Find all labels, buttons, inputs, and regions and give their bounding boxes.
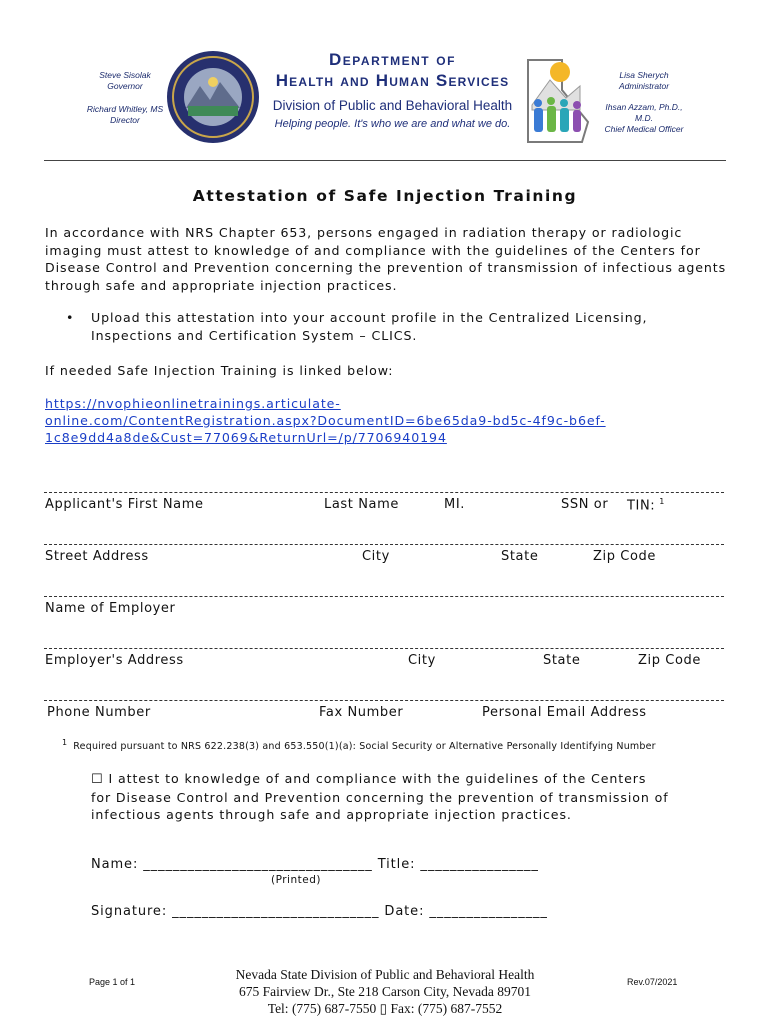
footnote (62, 738, 656, 752)
department-header (270, 50, 515, 130)
title-field[interactable]: ________________ (420, 857, 539, 872)
page-title: Attestation of Safe Injection Training (192, 187, 578, 205)
date-field[interactable]: ________________ (429, 904, 548, 919)
printed-label: (Printed) (271, 874, 321, 886)
employer-address-label: Employer's Address (45, 653, 184, 668)
date-label: Date: (384, 904, 425, 919)
administrator-block (596, 70, 692, 135)
mi-label: MI. (444, 497, 465, 512)
governor-title: Governor (107, 81, 143, 91)
title-label: Title: (377, 857, 416, 872)
city-label: City (362, 549, 390, 564)
bullet-marker: • (66, 310, 75, 325)
email-label: Personal Email Address (482, 705, 647, 720)
link-line-2: online.com/ContentRegistration.aspx?DocumentID=6be65da9-bd5c-4f9c-b6ef- (45, 413, 606, 428)
attestation-block (91, 770, 671, 824)
footer-phone: Tel: (775) 687-7550 ▯ Fax: (775) 687-7552 (267, 1001, 503, 1016)
employer-name-line[interactable] (44, 596, 724, 597)
signature-label: Signature: (91, 904, 168, 919)
governor-name: Steve Sisolak (99, 70, 151, 80)
contact-line[interactable] (44, 700, 724, 701)
street-address-line[interactable] (44, 544, 724, 545)
header-divider (44, 160, 726, 161)
ssn-label: SSN or (561, 497, 609, 512)
division-name: Division of Public and Behavioral Health (272, 98, 513, 113)
state-label: State (501, 549, 539, 564)
footnote-mark: 1 (62, 738, 68, 747)
last-name-label: Last Name (324, 497, 399, 512)
cmo-title: Chief Medical Officer (604, 124, 684, 134)
link-intro: If needed Safe Injection Training is linked below: (45, 363, 394, 378)
signature-field[interactable]: ____________________________ (172, 904, 380, 919)
footnote-text: Required pursuant to NRS 622.238(3) and 653.550(1)(a): Social Security or Alternative Personally Identifying Number (73, 741, 656, 753)
signature-date-row (91, 904, 548, 919)
phone-label: Phone Number (47, 705, 151, 720)
name-label: Name: (91, 857, 139, 872)
link-line-3: 1c8e9dd4a8de&Cust=77069&ReturnUrl=/p/7706940194 (45, 430, 447, 445)
dept-line-2: Health and Human Services (275, 71, 510, 90)
tin-footnote-mark: 1 (659, 497, 665, 506)
tagline: Helping people. It's who we are and what we do. (274, 118, 511, 130)
footer-street: 675 Fairview Dr., Ste 218 Carson City, Nevada 89701 (239, 984, 531, 999)
name-title-row (91, 857, 539, 872)
footer-org: Nevada State Division of Public and Behavioral Health (235, 967, 535, 982)
employer-address-line[interactable] (44, 648, 724, 649)
training-link[interactable] (45, 395, 735, 446)
revision-date: Rev.07/2021 (627, 977, 678, 987)
director-name: Richard Whitley, MS (86, 104, 164, 114)
name-field[interactable]: _______________________________ (143, 857, 373, 872)
fax-label: Fax Number (319, 705, 404, 720)
street-address-label: Street Address (45, 549, 149, 564)
attest-text: I attest to knowledge of and compliance with the guidelines of the Centers for Disease Control and Prevention concerning the prevention of transmission of infectious agents through safe and appropriate injection practices. (91, 771, 669, 822)
zip-code-label: Zip Code (593, 549, 656, 564)
director-title: Director (110, 115, 140, 125)
applicant-line[interactable] (44, 492, 724, 493)
attest-checkbox[interactable]: ☐ (91, 772, 104, 787)
employer-city-label: City (408, 653, 436, 668)
employer-state-label: State (543, 653, 581, 668)
dpbh-logo-icon (520, 50, 596, 145)
page-number: Page 1 of 1 (89, 977, 136, 987)
upload-instruction: Upload this attestation into your account profile in the Centralized Licensing, Inspections and Certification System – CLICS. (91, 310, 648, 343)
tin-text: TIN: (627, 498, 656, 514)
administrator-title: Administrator (618, 81, 670, 91)
nevada-seal-icon (166, 50, 260, 144)
intro-paragraph: In accordance with NRS Chapter 653, persons engaged in radiation therapy or radiologic imaging must attest to knowledge of and compliance with the guidelines of the Centers for Disease Control and Prevention concerning the prevention of transmission of infectious agents through safe and appropriate injection practices. (45, 225, 727, 293)
governor-block (80, 70, 170, 126)
employer-zip-label: Zip Code (638, 653, 701, 668)
first-name-label: Applicant's First Name (45, 497, 204, 512)
cmo-name: Ihsan Azzam, Ph.D., M.D. (605, 102, 683, 123)
administrator-name: Lisa Sherych (619, 70, 669, 80)
tin-label (627, 497, 665, 513)
footer-address (190, 966, 580, 1017)
employer-name-label: Name of Employer (45, 601, 176, 616)
link-line-1: https://nvophieonlinetrainings.articulate- (45, 396, 341, 411)
dept-line-1: Department of (329, 50, 456, 69)
